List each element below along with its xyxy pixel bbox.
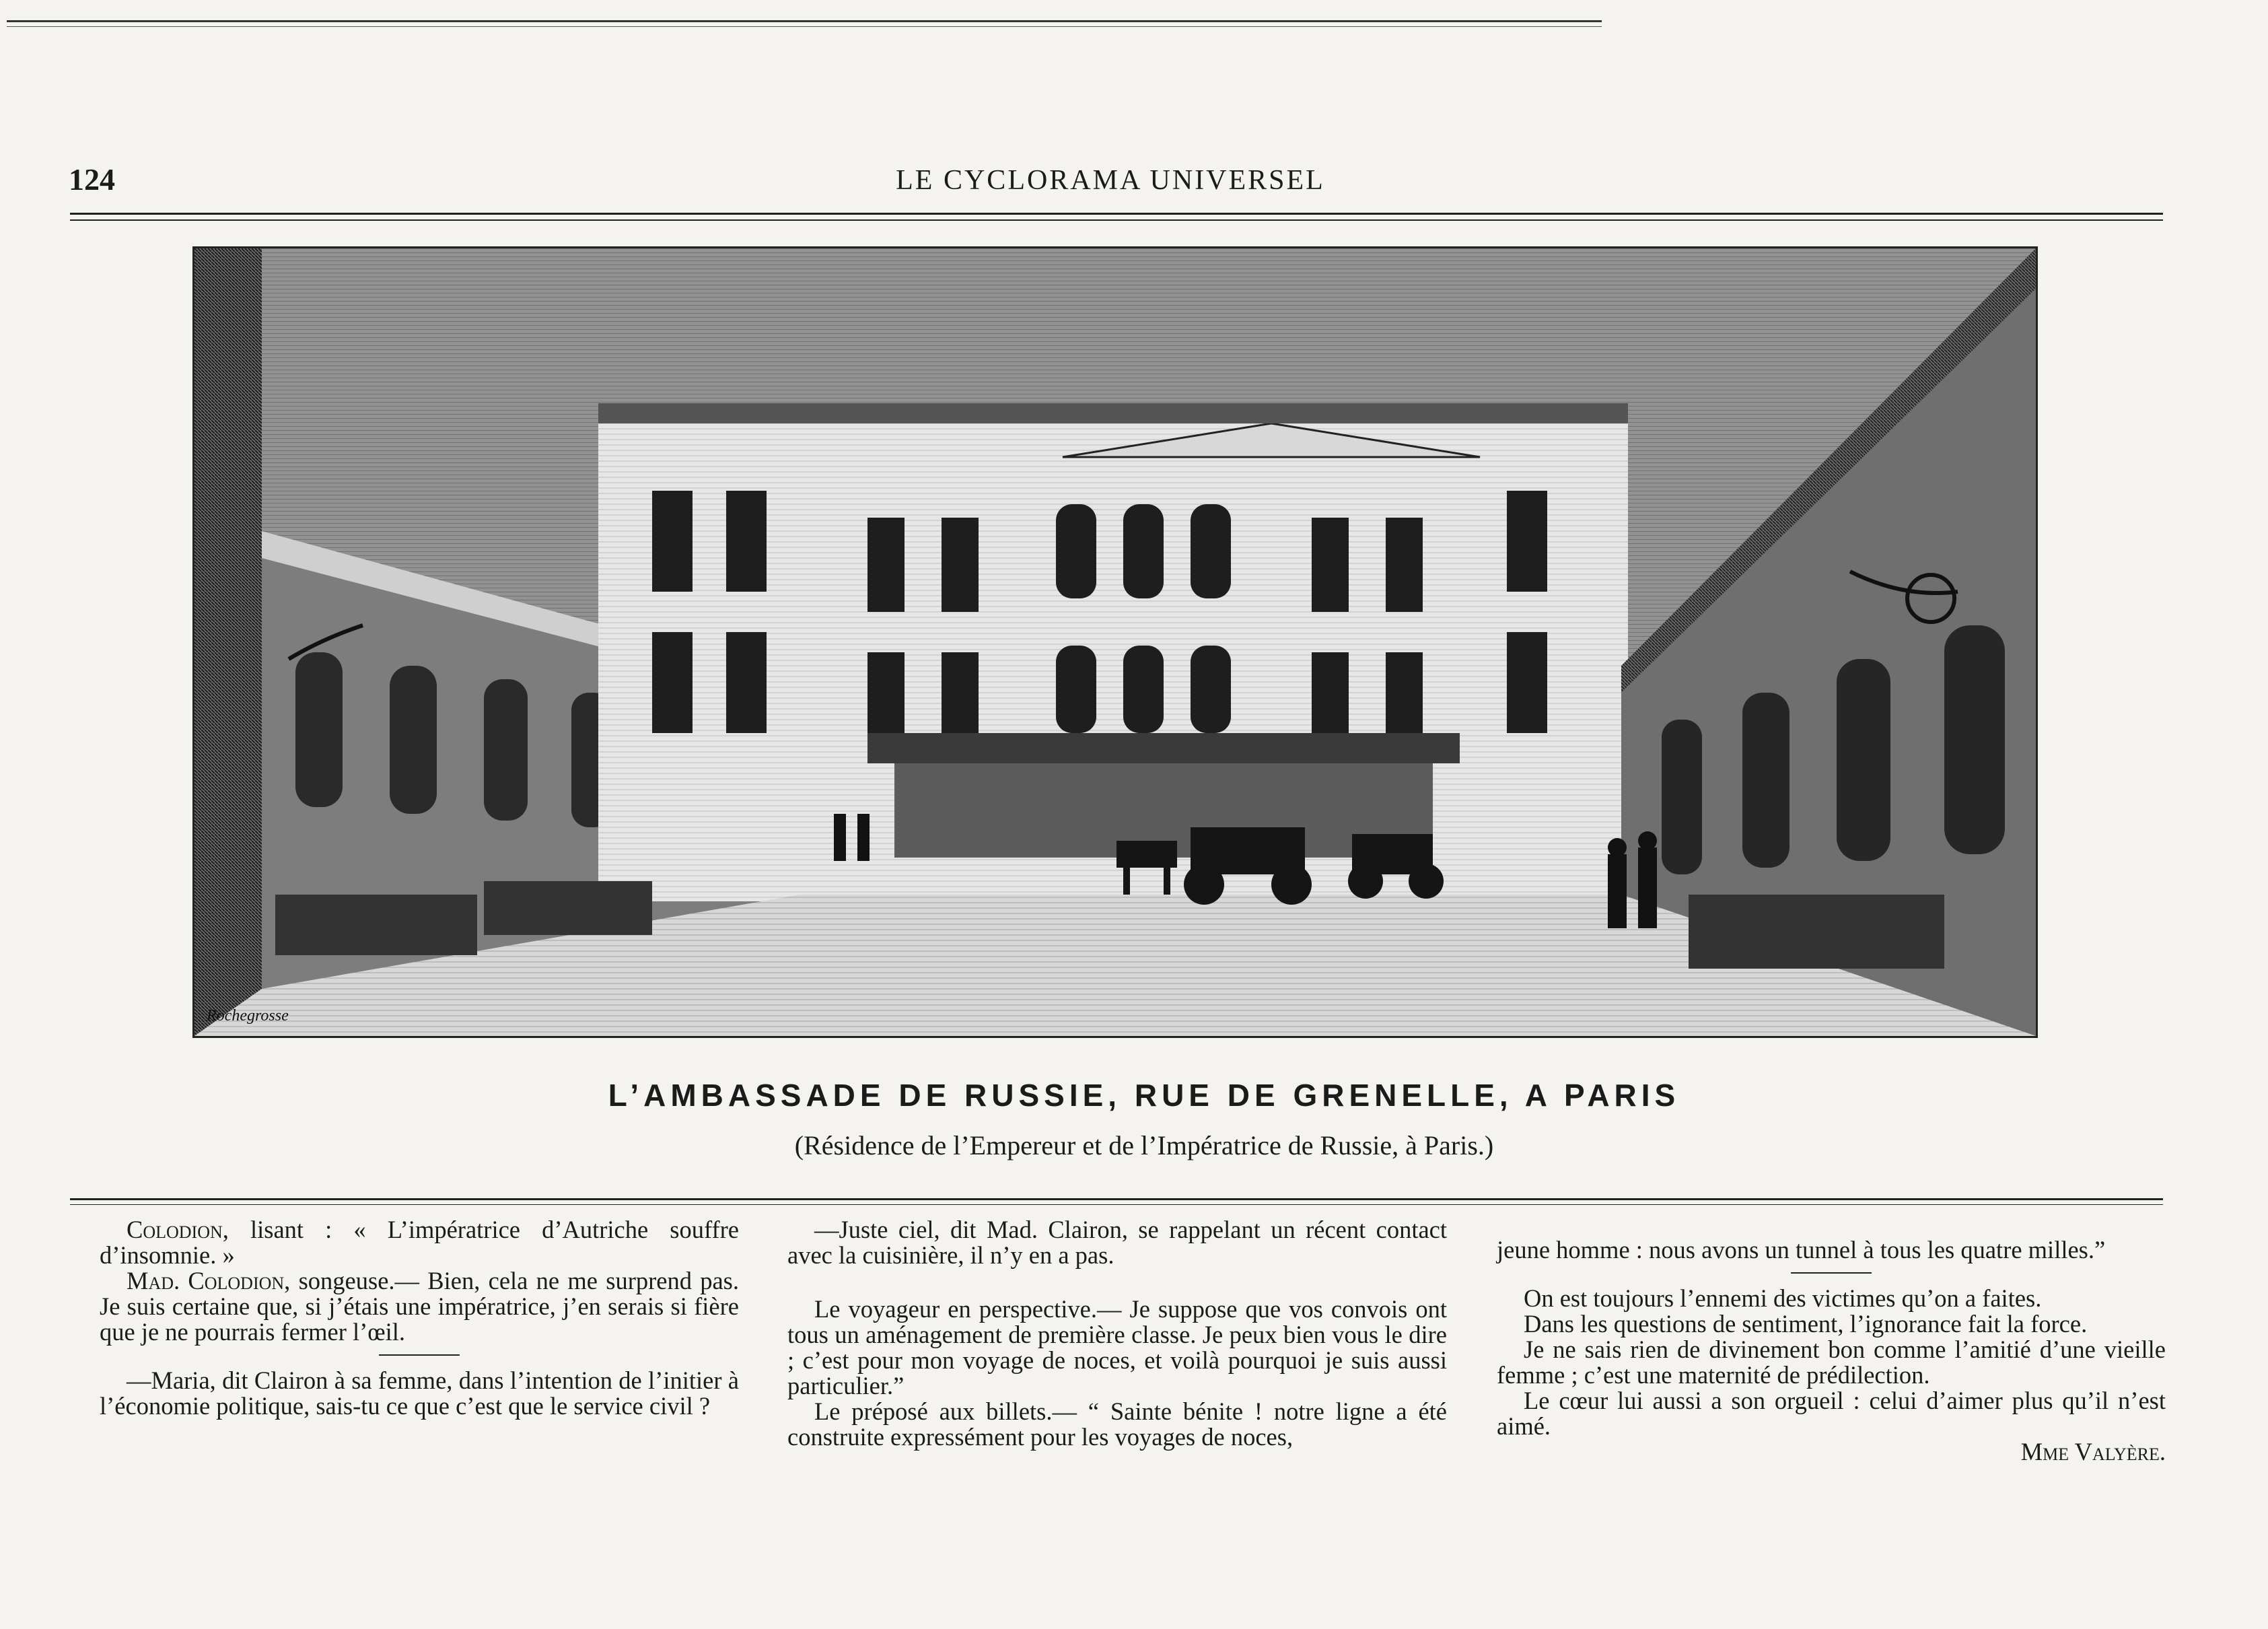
engraving-drawing bbox=[194, 248, 2036, 1036]
spacer bbox=[787, 1268, 1447, 1296]
speaker-name: Mad. Colodion, bbox=[127, 1267, 291, 1294]
section-separator bbox=[1791, 1272, 1872, 1274]
caption-subtitle: (Résidence de l’Empereur et de l’Impératrice de Russie, à Paris.) bbox=[794, 1130, 1494, 1160]
paragraph-text: lisant : « L’impératrice d’Autriche souffre d’insomnie. » bbox=[100, 1216, 739, 1269]
running-title: LE CYCLORAMA UNIVERSEL bbox=[896, 165, 1325, 196]
caption-rule bbox=[70, 1198, 2163, 1205]
speaker-name: Colodion, bbox=[127, 1216, 229, 1243]
embassy-engraving bbox=[192, 246, 2038, 1038]
paragraph: Dans les questions de sentiment, l’ignorance fait la force. bbox=[1524, 1310, 2088, 1338]
paragraph bbox=[100, 1217, 739, 1268]
author-signature: Mme Valyère. bbox=[2020, 1438, 2166, 1465]
paragraph: Le voyageur en perspective.— Je suppose que vos convois ont tous un aménagement de première classe. Je peux bien vous le dire ; c’est pour mon voyage de noces, et voilà pourquoi je suis aussi particulier.” bbox=[787, 1295, 1447, 1399]
engraver-signature: Rochegrosse bbox=[207, 1007, 289, 1025]
paragraph: —Maria, dit Clairon à sa femme, dans l’intention de l’initier à l’économie politique, sais-tu ce que c’est que le service civil ? bbox=[100, 1366, 739, 1420]
paragraph: Le préposé aux billets.— “ Sainte bénite ! notre ligne a été construite expressément pour les voyages de noces, bbox=[787, 1397, 1447, 1451]
page-number: 124 bbox=[69, 162, 115, 197]
caption-title: L’AMBASSADE DE RUSSIE, RUE DE GRENELLE, A PARIS bbox=[608, 1078, 1680, 1113]
paragraph: Je ne sais rien de divinement bon comme l’amitié d’une vieille femme ; c’est une maternité de prédilection. bbox=[1497, 1336, 2166, 1389]
text-column-1 bbox=[100, 1217, 739, 1419]
paragraph: Le cœur lui aussi a son orgueil : celui d’aimer plus qu’il n’est aimé. bbox=[1497, 1387, 2166, 1440]
text-column-3 bbox=[1497, 1217, 2166, 1465]
top-rule bbox=[7, 20, 1602, 27]
paragraph: jeune homme : nous avons un tunnel à tous les quatre milles.” bbox=[1497, 1236, 2106, 1263]
paragraph bbox=[100, 1268, 739, 1345]
section-separator bbox=[379, 1354, 460, 1356]
paragraph: —Juste ciel, dit Mad. Clairon, se rappelant un récent contact avec la cuisinière, il n’y en a pas. bbox=[787, 1216, 1447, 1269]
header-rule bbox=[70, 213, 2163, 221]
text-column-2 bbox=[787, 1217, 1447, 1450]
paragraph-text: songeuse.— Bien, cela ne me surprend pas. Je suis certaine que, si j’étais une impératrice, j’en serais si fière que je ne pourrais fermer l’œil. bbox=[100, 1267, 740, 1346]
paragraph: On est toujours l’ennemi des victimes qu’on a faites. bbox=[1524, 1284, 2042, 1312]
